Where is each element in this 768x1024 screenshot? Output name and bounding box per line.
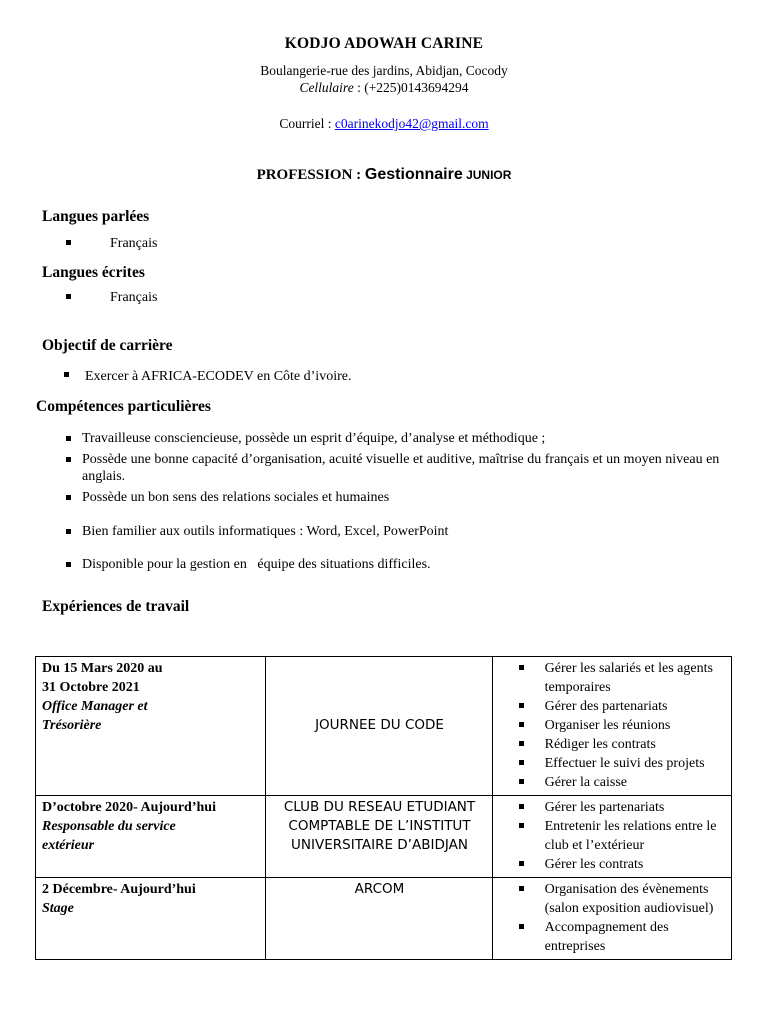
written-languages-list (66, 290, 157, 306)
task-text: Gérer les partenariats (544, 800, 665, 815)
bullet-icon (519, 861, 524, 866)
email-label: Courriel : (279, 116, 335, 131)
list-item (499, 697, 726, 716)
profession-label: PROFESSION : (256, 167, 365, 183)
task-text: Gérer la caisse (544, 775, 628, 790)
list-item (499, 754, 726, 773)
bullet-icon (519, 741, 524, 746)
bullet-icon (66, 529, 71, 534)
skills-list (66, 430, 726, 573)
task-text: Gérer des partenariats (544, 699, 668, 714)
profession-line (0, 166, 768, 184)
experience-role: Responsable du service extérieur (42, 819, 176, 853)
list-item-text: Disponible pour la gestion en équipe des situations difficiles. (82, 557, 431, 572)
experience-table (35, 656, 732, 960)
list-item (66, 523, 726, 540)
list-item (499, 918, 726, 956)
section-work-experience: Expériences de travail (42, 598, 190, 615)
email-line (0, 116, 768, 132)
list-item-text: Exercer à AFRICA-ECODEV en Côte d’ivoire. (85, 369, 352, 384)
bullet-icon (66, 457, 71, 462)
bullet-icon (519, 886, 524, 891)
bullet-icon (66, 240, 71, 245)
experience-dates: Du 15 Mars 2020 au (42, 661, 163, 676)
experience-dates: 31 Octobre 2021 (42, 680, 140, 695)
list-item (66, 290, 157, 306)
list-item (64, 368, 351, 385)
task-text: Accompagnement des entreprises (544, 920, 669, 954)
list-item (66, 236, 157, 252)
task-text: Effectuer le suivi des projets (544, 756, 705, 771)
list-item-text: Travailleuse consciencieuse, possède un esprit d’équipe, d’analyse et méthodique ; (82, 431, 546, 446)
experience-tasks (492, 796, 731, 878)
bullet-icon (519, 804, 524, 809)
section-spoken-languages: Langues parlées (42, 208, 150, 225)
bullet-icon (519, 703, 524, 708)
phone-value: (+225)0143694294 (364, 80, 469, 95)
bullet-icon (519, 924, 524, 929)
profession-level: JUNIOR (462, 168, 512, 182)
task-list (499, 880, 726, 956)
address: Boulangerie-rue des jardins, Abidjan, Cocody (260, 63, 508, 78)
experience-role: Office Manager et Trésorière (42, 699, 148, 733)
list-item (66, 489, 726, 506)
list-item (66, 556, 726, 573)
bullet-icon (66, 294, 71, 299)
task-text: Organisation des évènements (salon exposition audiovisuel) (544, 882, 714, 916)
list-item (499, 880, 726, 918)
list-item (499, 735, 726, 754)
experience-organization: CLUB DU RESEAU ETUDIANT COMPTABLE DE L’INSTITUT UNIVERSITAIRE D’ABIDJAN (266, 796, 492, 878)
list-item (499, 716, 726, 735)
experience-role: Stage (42, 901, 74, 916)
list-item-text: Français (110, 236, 158, 251)
experience-dates-role (36, 657, 266, 796)
experience-dates-role (36, 796, 266, 878)
profession-title: Gestionnaire (364, 166, 463, 183)
list-item-text: Possède un bon sens des relations sociales et humaines (82, 490, 390, 505)
bullet-icon (66, 495, 71, 500)
section-skills: Compétences particulières (36, 398, 211, 415)
list-item (499, 773, 726, 792)
task-text: Gérer les salariés et les agents temporaires (544, 661, 713, 695)
objective-list (64, 368, 351, 385)
list-item (499, 659, 726, 697)
list-item-text: Français (110, 290, 158, 305)
list-item (66, 451, 726, 485)
task-list (499, 798, 726, 874)
experience-dates: 2 Décembre- Aujourd’hui (42, 882, 196, 897)
experience-tasks (492, 657, 731, 796)
experience-tasks (492, 878, 731, 960)
list-item-text: Possède une bonne capacité d’organisation, acuité visuelle et auditive, maîtrise du français et un moyen niveau en anglais. (82, 452, 720, 484)
experience-organization: JOURNEE DU CODE (266, 657, 492, 796)
candidate-name: KODJO ADOWAH CARINE (284, 35, 484, 52)
bullet-icon (64, 372, 69, 377)
bullet-icon (66, 436, 71, 441)
bullet-icon (519, 760, 524, 765)
task-text: Entretenir les relations entre le club et l’extérieur (544, 819, 717, 853)
bullet-icon (519, 722, 524, 727)
task-text: Rédiger les contrats (544, 737, 656, 752)
phone-separator: : (353, 80, 365, 95)
spoken-languages-list (66, 236, 157, 252)
table-row (36, 796, 732, 878)
task-list (499, 659, 726, 792)
experience-dates-role (36, 878, 266, 960)
list-item-text: Bien familier aux outils informatiques : Word, Excel, PowerPoint (82, 524, 449, 539)
bullet-icon (519, 779, 524, 784)
email-link[interactable]: c0arinekodjo42@gmail.com (334, 116, 489, 131)
list-item (499, 855, 726, 874)
bullet-icon (519, 823, 524, 828)
list-item (499, 798, 726, 817)
section-career-objective: Objectif de carrière (42, 337, 173, 354)
bullet-icon (66, 562, 71, 567)
bullet-icon (519, 665, 524, 670)
list-item (499, 817, 726, 855)
table-row (36, 657, 732, 796)
table-row (36, 878, 732, 960)
phone-label: Cellulaire (299, 80, 354, 95)
section-written-languages: Langues écrites (42, 264, 145, 281)
phone-line (0, 80, 768, 96)
list-item (66, 430, 726, 447)
experience-dates: D’octobre 2020- Aujourd’hui (42, 800, 216, 815)
experience-organization: ARCOM (266, 878, 492, 960)
task-text: Organiser les réunions (544, 718, 671, 733)
task-text: Gérer les contrats (544, 857, 644, 872)
